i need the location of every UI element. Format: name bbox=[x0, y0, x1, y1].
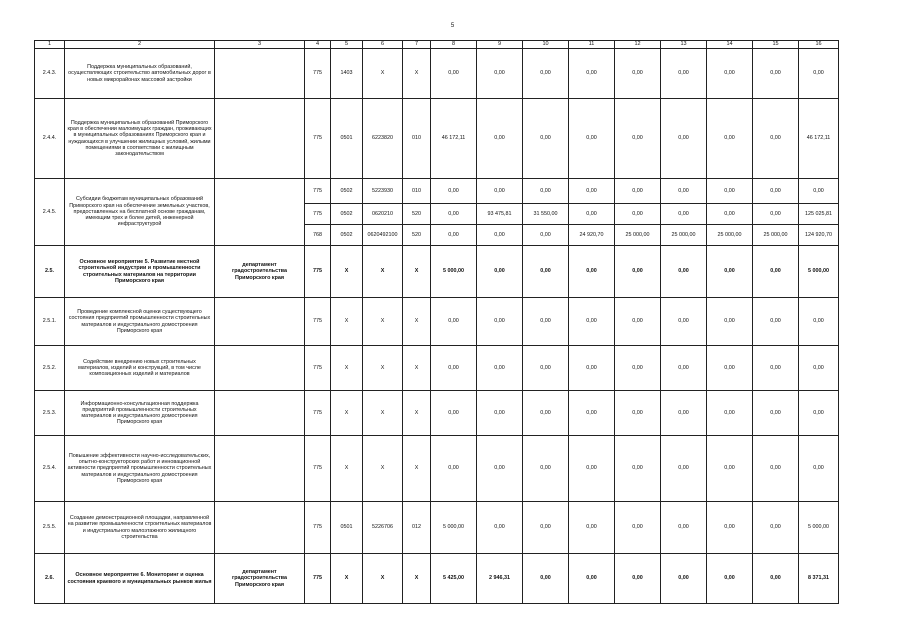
row-code: 2.4.3. bbox=[35, 49, 65, 99]
row-name: Поддержка муниципальных образований Приморского края в обеспечении малоимущих граждан, проживающих в муниципальных образованиях Приморского края и нуждающихся в улучшении жилищных условий, жилыми помещениями в соответствии с жилищным законодательством bbox=[65, 99, 215, 179]
table-cell: 775 bbox=[305, 391, 331, 436]
table-cell: X bbox=[403, 49, 431, 99]
budget-table bbox=[34, 40, 839, 604]
table-cell: X bbox=[403, 298, 431, 346]
table-row bbox=[35, 391, 839, 436]
row-name bbox=[215, 298, 305, 346]
table-cell: 775 bbox=[305, 49, 331, 99]
table-cell: 0,00 bbox=[523, 49, 569, 99]
table-cell: 0,00 bbox=[661, 246, 707, 298]
row-code: 2.5.1. bbox=[35, 298, 65, 346]
table-cell: 5226706 bbox=[363, 502, 403, 554]
row-name: Основное мероприятие 5. Развитие местной строительной индустрии и промышленности строительных материалов на территории Приморского края bbox=[65, 246, 215, 298]
table-cell: 0,00 bbox=[753, 179, 799, 204]
table-cell: 775 bbox=[305, 298, 331, 346]
table-cell: 31 550,00 bbox=[523, 204, 569, 225]
table-cell: 0,00 bbox=[615, 204, 661, 225]
table-cell: 0,00 bbox=[799, 298, 839, 346]
table-cell: 0,00 bbox=[707, 49, 753, 99]
table-row bbox=[35, 298, 839, 346]
table-cell: 0,00 bbox=[615, 99, 661, 179]
table-cell: X bbox=[331, 391, 363, 436]
table-cell: 0,00 bbox=[799, 49, 839, 99]
row-code: 2.5.3. bbox=[35, 391, 65, 436]
table-cell: 0502 bbox=[331, 204, 363, 225]
table-cell: 0,00 bbox=[477, 502, 523, 554]
table-cell: 775 bbox=[305, 204, 331, 225]
row-name bbox=[215, 99, 305, 179]
table-cell: 0,00 bbox=[661, 204, 707, 225]
table-row bbox=[35, 179, 839, 204]
table-cell: 0,00 bbox=[615, 179, 661, 204]
table-cell: 93 475,81 bbox=[477, 204, 523, 225]
table-cell: 010 bbox=[403, 179, 431, 204]
table-cell: 0,00 bbox=[431, 225, 477, 246]
column-number: 5 bbox=[331, 41, 363, 49]
table-cell: 520 bbox=[403, 204, 431, 225]
table-cell: 0,00 bbox=[569, 204, 615, 225]
table-cell: 5 000,00 bbox=[431, 246, 477, 298]
table-cell: 0502 bbox=[331, 179, 363, 204]
table-cell: X bbox=[403, 554, 431, 604]
table-cell: 0,00 bbox=[477, 225, 523, 246]
row-code: 2.5.5. bbox=[35, 502, 65, 554]
table-cell: X bbox=[331, 246, 363, 298]
table-cell: 0,00 bbox=[753, 436, 799, 502]
table-cell: 0501 bbox=[331, 502, 363, 554]
table-cell: 0,00 bbox=[707, 391, 753, 436]
row-code: 2.4.4. bbox=[35, 99, 65, 179]
table-cell: 0,00 bbox=[569, 346, 615, 391]
table-cell: 25 000,00 bbox=[707, 225, 753, 246]
table-cell: 0,00 bbox=[661, 554, 707, 604]
table-cell: 0,00 bbox=[569, 391, 615, 436]
table-cell: 0,00 bbox=[477, 391, 523, 436]
table-cell: 0,00 bbox=[753, 246, 799, 298]
row-name bbox=[215, 436, 305, 502]
table-cell: 0,00 bbox=[569, 502, 615, 554]
row-name: департамент градостроительства Приморского края bbox=[215, 554, 305, 604]
row-name bbox=[215, 502, 305, 554]
row-code: 2.5.2. bbox=[35, 346, 65, 391]
column-number: 9 bbox=[477, 41, 523, 49]
table-cell: 520 bbox=[403, 225, 431, 246]
table-cell: 0,00 bbox=[569, 49, 615, 99]
table-cell: X bbox=[363, 346, 403, 391]
table-cell: 0,00 bbox=[615, 298, 661, 346]
table-cell: X bbox=[331, 298, 363, 346]
table-cell: 0,00 bbox=[569, 436, 615, 502]
table-cell: 0,00 bbox=[615, 554, 661, 604]
table-cell: 0,00 bbox=[431, 391, 477, 436]
column-number: 2 bbox=[65, 41, 215, 49]
table-cell: 0,00 bbox=[661, 99, 707, 179]
table-row bbox=[35, 502, 839, 554]
row-code: 2.6. bbox=[35, 554, 65, 604]
table-cell: 0,00 bbox=[569, 179, 615, 204]
table-cell: 0,00 bbox=[753, 298, 799, 346]
row-name: Субсидии бюджетам муниципальных образований Приморского края на обеспечение земельных участков, предоставленных на бесплатной основе гражданам, имеющим трех и более детей, инженерной инфраструктурой bbox=[65, 179, 215, 246]
table-cell: X bbox=[403, 436, 431, 502]
table-cell: 0,00 bbox=[753, 502, 799, 554]
table-cell: 0,00 bbox=[431, 436, 477, 502]
table-cell: 0620492100 bbox=[363, 225, 403, 246]
row-name: Повышение эффективности научно-исследовательских, опытно-конструкторских работ и инновационной активности предприятий промышленности строительных материалов и индустриального домостроения Приморского края bbox=[65, 436, 215, 502]
table-cell: 25 000,00 bbox=[753, 225, 799, 246]
column-number: 4 bbox=[305, 41, 331, 49]
table-cell: 0,00 bbox=[707, 502, 753, 554]
table-cell: 0,00 bbox=[707, 99, 753, 179]
table-cell: 0,00 bbox=[707, 554, 753, 604]
table-cell: 0,00 bbox=[431, 204, 477, 225]
table-cell: 0,00 bbox=[615, 502, 661, 554]
table-cell: 768 bbox=[305, 225, 331, 246]
table-cell: 24 920,70 bbox=[569, 225, 615, 246]
table-cell: 0,00 bbox=[615, 246, 661, 298]
row-code: 2.5.4. bbox=[35, 436, 65, 502]
table-cell: 0,00 bbox=[661, 346, 707, 391]
table-cell: 0,00 bbox=[661, 179, 707, 204]
table-cell: 775 bbox=[305, 246, 331, 298]
table-cell: 0,00 bbox=[477, 246, 523, 298]
table-cell: 0,00 bbox=[569, 298, 615, 346]
table-cell: X bbox=[363, 298, 403, 346]
table-cell: 0,00 bbox=[431, 179, 477, 204]
row-name bbox=[215, 49, 305, 99]
table-cell: 0,00 bbox=[661, 298, 707, 346]
table-cell: 25 000,00 bbox=[661, 225, 707, 246]
table-row bbox=[35, 246, 839, 298]
row-name: Информационно-консультационная поддержка предприятий промышленности строительных материалов и индустриального домостроения Приморского края bbox=[65, 391, 215, 436]
table-cell: X bbox=[331, 436, 363, 502]
column-number: 6 bbox=[363, 41, 403, 49]
table-cell: 0,00 bbox=[477, 436, 523, 502]
row-name: Поддержка муниципальных образований, осуществляющих строительство автомобильных дорог в новых микрорайонах массовой застройки bbox=[65, 49, 215, 99]
table-cell: X bbox=[331, 346, 363, 391]
row-name: Основное мероприятие 6. Мониторинг и оценка состояния краевого и муниципальных рынков жилья bbox=[65, 554, 215, 604]
row-name: департамент градостроительства Приморского края bbox=[215, 246, 305, 298]
table-cell: 0,00 bbox=[523, 346, 569, 391]
table-cell: 0,00 bbox=[477, 179, 523, 204]
table-cell: 2 946,31 bbox=[477, 554, 523, 604]
table-cell: 46 172,11 bbox=[431, 99, 477, 179]
table-cell: 0,00 bbox=[799, 391, 839, 436]
table-cell: 46 172,11 bbox=[799, 99, 839, 179]
column-number: 13 bbox=[661, 41, 707, 49]
table-cell: 0,00 bbox=[707, 436, 753, 502]
table-cell: 0,00 bbox=[569, 99, 615, 179]
table-cell: 0,00 bbox=[753, 346, 799, 391]
table-cell: 5 000,00 bbox=[431, 502, 477, 554]
column-number: 7 bbox=[403, 41, 431, 49]
table-cell: 0,00 bbox=[523, 391, 569, 436]
table-cell: 775 bbox=[305, 179, 331, 204]
table-row bbox=[35, 554, 839, 604]
table-cell: 0,00 bbox=[707, 179, 753, 204]
table-cell: 0620210 bbox=[363, 204, 403, 225]
table-cell: 124 920,70 bbox=[799, 225, 839, 246]
table-cell: 0,00 bbox=[707, 298, 753, 346]
table-cell: 0,00 bbox=[661, 436, 707, 502]
table-cell: 0,00 bbox=[477, 298, 523, 346]
column-number: 3 bbox=[215, 41, 305, 49]
table-cell: 0502 bbox=[331, 225, 363, 246]
table-cell: 0,00 bbox=[431, 346, 477, 391]
table-cell: 775 bbox=[305, 554, 331, 604]
table-cell: 775 bbox=[305, 436, 331, 502]
table-cell: 5 000,00 bbox=[799, 246, 839, 298]
table-cell: 775 bbox=[305, 502, 331, 554]
table-cell: X bbox=[363, 554, 403, 604]
table-cell: 0,00 bbox=[799, 346, 839, 391]
table-cell: 0,00 bbox=[615, 436, 661, 502]
table-cell: 0,00 bbox=[569, 554, 615, 604]
row-name bbox=[215, 391, 305, 436]
table-cell: 775 bbox=[305, 346, 331, 391]
table-cell: 0,00 bbox=[707, 246, 753, 298]
table-cell: 0,00 bbox=[523, 436, 569, 502]
table-cell: 0,00 bbox=[615, 49, 661, 99]
table-cell: X bbox=[363, 246, 403, 298]
table-cell: 0,00 bbox=[661, 391, 707, 436]
table-cell: 0,00 bbox=[707, 346, 753, 391]
table-cell: 0,00 bbox=[661, 502, 707, 554]
table-cell: 0,00 bbox=[799, 436, 839, 502]
table-row bbox=[35, 99, 839, 179]
column-number: 8 bbox=[431, 41, 477, 49]
page-number: 5 bbox=[450, 23, 455, 29]
table-cell: 0,00 bbox=[661, 49, 707, 99]
table-cell: X bbox=[403, 346, 431, 391]
table-cell: 25 000,00 bbox=[615, 225, 661, 246]
table-cell: 0,00 bbox=[523, 225, 569, 246]
table-row bbox=[35, 346, 839, 391]
table-cell: X bbox=[331, 554, 363, 604]
column-number: 11 bbox=[569, 41, 615, 49]
table-cell: 0,00 bbox=[523, 554, 569, 604]
row-name bbox=[215, 346, 305, 391]
row-name: Содействие внедрению новых строительных материалов, изделий и конструкций, в том числе композиционных изделий и материалов bbox=[65, 346, 215, 391]
row-name bbox=[215, 179, 305, 246]
column-number: 15 bbox=[753, 41, 799, 49]
table-cell: 0,00 bbox=[707, 204, 753, 225]
row-name: Создание демонстрационной площадки, направленной на развитие промышленности строительных материалов и индустриального малоэтажного жилищного строительства bbox=[65, 502, 215, 554]
table-cell: 6223820 bbox=[363, 99, 403, 179]
table-cell: 775 bbox=[305, 99, 331, 179]
table-cell: 0,00 bbox=[799, 179, 839, 204]
table-cell: 0,00 bbox=[615, 391, 661, 436]
table-cell: 0501 bbox=[331, 99, 363, 179]
table-cell: 5 000,00 bbox=[799, 502, 839, 554]
column-number: 1 bbox=[35, 41, 65, 49]
table-cell: X bbox=[363, 436, 403, 502]
table-cell: 0,00 bbox=[753, 99, 799, 179]
table-cell: X bbox=[403, 246, 431, 298]
table-cell: 5 425,00 bbox=[431, 554, 477, 604]
table-cell: 0,00 bbox=[523, 179, 569, 204]
table-cell: 0,00 bbox=[523, 502, 569, 554]
table-cell: 1403 bbox=[331, 49, 363, 99]
table-cell: 0,00 bbox=[753, 391, 799, 436]
table-cell: 0,00 bbox=[523, 298, 569, 346]
table-cell: 8 371,31 bbox=[799, 554, 839, 604]
row-name: Проведение комплексной оценки существующего состояния предприятий промышленности строительных материалов и индустриального домостроения Приморского края bbox=[65, 298, 215, 346]
table-cell: 0,00 bbox=[477, 49, 523, 99]
table-cell: 0,00 bbox=[615, 346, 661, 391]
column-number: 14 bbox=[707, 41, 753, 49]
table-cell: 0,00 bbox=[523, 99, 569, 179]
table-cell: 0,00 bbox=[477, 346, 523, 391]
table-row bbox=[35, 49, 839, 99]
table-cell: 5223930 bbox=[363, 179, 403, 204]
column-number: 12 bbox=[615, 41, 661, 49]
table-cell: 125 025,81 bbox=[799, 204, 839, 225]
table-cell: X bbox=[363, 49, 403, 99]
row-code: 2.4.5. bbox=[35, 179, 65, 246]
table-cell: 012 bbox=[403, 502, 431, 554]
table-row bbox=[35, 436, 839, 502]
table-cell: 010 bbox=[403, 99, 431, 179]
table-cell: X bbox=[363, 391, 403, 436]
table-cell: 0,00 bbox=[753, 49, 799, 99]
table-cell: 0,00 bbox=[431, 49, 477, 99]
table-cell: 0,00 bbox=[753, 554, 799, 604]
table-cell: 0,00 bbox=[569, 246, 615, 298]
table-cell: 0,00 bbox=[523, 246, 569, 298]
table-cell: X bbox=[403, 391, 431, 436]
table-cell: 0,00 bbox=[477, 99, 523, 179]
row-code: 2.5. bbox=[35, 246, 65, 298]
column-number: 16 bbox=[799, 41, 839, 49]
column-number-row bbox=[35, 41, 839, 49]
table-cell: 0,00 bbox=[431, 298, 477, 346]
table-cell: 0,00 bbox=[753, 204, 799, 225]
column-number: 10 bbox=[523, 41, 569, 49]
